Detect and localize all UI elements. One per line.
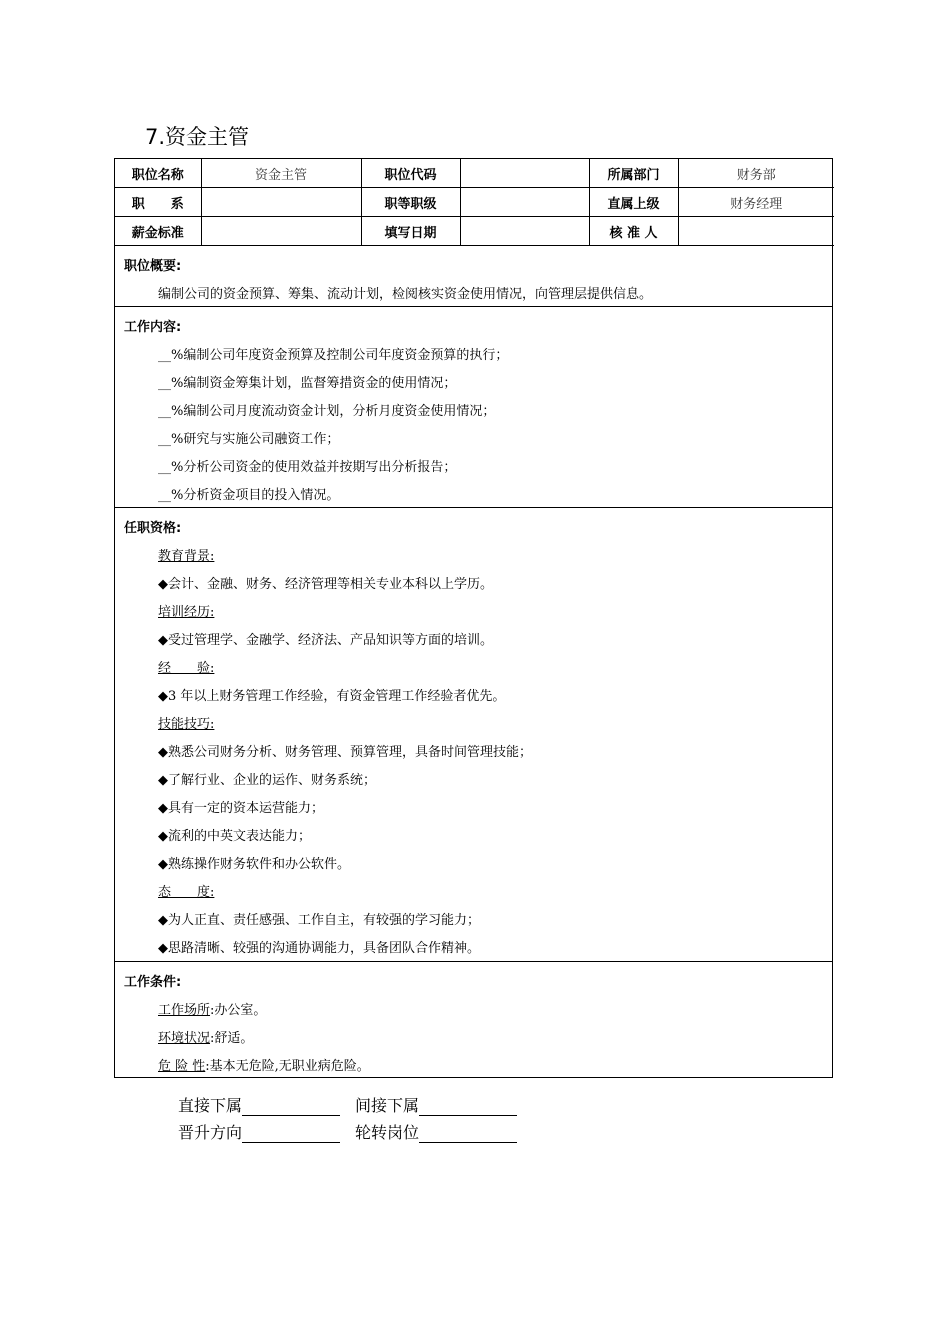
field-value [678,217,834,246]
qualifications-section [115,507,832,961]
place-label: 工作场所 [158,1003,211,1018]
duty-item: __%编制资金筹集计划，监督筹措资金的使用情况； [158,376,457,391]
skills-label: 技能技巧: [158,717,215,732]
page-title: 7.资金主管 [145,125,250,149]
env-value: :舒适。 [210,1031,254,1046]
condition-place [115,999,266,1018]
field-label: 填写日期 [361,217,460,246]
field-value: 财务经理 [678,188,834,217]
header-row [115,188,834,217]
conditions-section [115,961,832,1080]
rotation-label: 轮转岗位 [355,1123,420,1142]
rotation-field [355,1120,517,1143]
summary-section [115,246,832,306]
skill-item: ◆流利的中英文表达能力； [158,829,311,844]
condition-risk [115,1055,370,1074]
header-table [115,159,834,246]
skill-item: ◆了解行业、企业的运作、财务系统； [158,773,376,788]
field-label: 职位名称 [115,159,201,188]
promotion-field [178,1120,340,1143]
blank-line [242,1099,340,1116]
field-value [460,188,589,217]
job-description-form [114,158,833,1078]
field-label: 薪金标准 [115,217,201,246]
training-text: ◆受过管理学、金融学、经济法、产品知识等方面的培训。 [158,633,493,648]
indirect-subordinate-field [355,1093,517,1116]
section-title: 任职资格: [124,521,182,536]
attitude-item: ◆思路清晰、较强的沟通协调能力，具备团队合作精神。 [158,941,480,956]
env-label: 环境状况 [158,1031,211,1046]
education-text: ◆会计、金融、财务、经济管理等相关专业本科以上学历。 [158,577,493,592]
field-label: 核 准 人 [589,217,678,246]
blank-line [242,1126,340,1143]
experience-text: ◆3 年以上财务管理工作经验，有资金管理工作经验者优先。 [158,689,506,704]
duty-item: __%编制公司月度流动资金计划，分析月度资金使用情况； [158,404,496,419]
training-label: 培训经历: [158,605,215,620]
field-value [201,188,361,217]
field-value: 资金主管 [201,159,361,188]
field-value [460,159,589,188]
attitude-item: ◆为人正直、责任感强、工作自主，有较强的学习能力； [158,913,480,928]
condition-env [115,1027,253,1046]
header-row [115,217,834,246]
field-label: 直属上级 [589,188,678,217]
skill-item: ◆熟悉公司财务分析、财务管理、预算管理，具备时间管理技能； [158,745,532,760]
promotion-label: 晋升方向 [178,1123,243,1142]
duties-section [115,306,832,507]
duty-item: __%研究与实施公司融资工作； [158,432,340,447]
field-label: 所属部门 [589,159,678,188]
header-row [115,159,834,188]
section-title: 工作内容: [124,320,182,335]
duty-item: __%编制公司年度资金预算及控制公司年度资金预算的执行； [158,348,509,363]
direct-subordinate-field [178,1093,340,1116]
summary-text: 编制公司的资金预算、筹集、流动计划，检阅核实资金使用情况，向管理层提供信息。 [158,287,653,302]
section-title: 工作条件: [124,975,182,990]
place-value: :办公室。 [210,1003,267,1018]
blank-line [419,1126,517,1143]
field-value [201,217,361,246]
duty-item: __%分析公司资金的使用效益并按期写出分析报告； [158,460,457,475]
experience-label: 经 验: [158,661,215,676]
section-title: 职位概要: [124,259,182,274]
skill-item: ◆具有一定的资本运营能力； [158,801,324,816]
field-label: 职位代码 [361,159,460,188]
attitude-label: 态 度: [158,885,215,900]
duty-item: __%分析资金项目的投入情况。 [158,488,340,503]
risk-label: 危 险 性 [158,1059,206,1074]
field-value [460,217,589,246]
blank-line [419,1099,517,1116]
education-label: 教育背景: [158,549,215,564]
risk-value: :基本无危险,无职业病危险。 [205,1059,370,1074]
skill-item: ◆熟练操作财务软件和办公软件。 [158,857,350,872]
field-label: 职等职级 [361,188,460,217]
field-value: 财务部 [678,159,834,188]
indirect-subordinate-label: 间接下属 [355,1096,420,1115]
direct-subordinate-label: 直接下属 [178,1096,243,1115]
field-label: 职 系 [115,188,201,217]
